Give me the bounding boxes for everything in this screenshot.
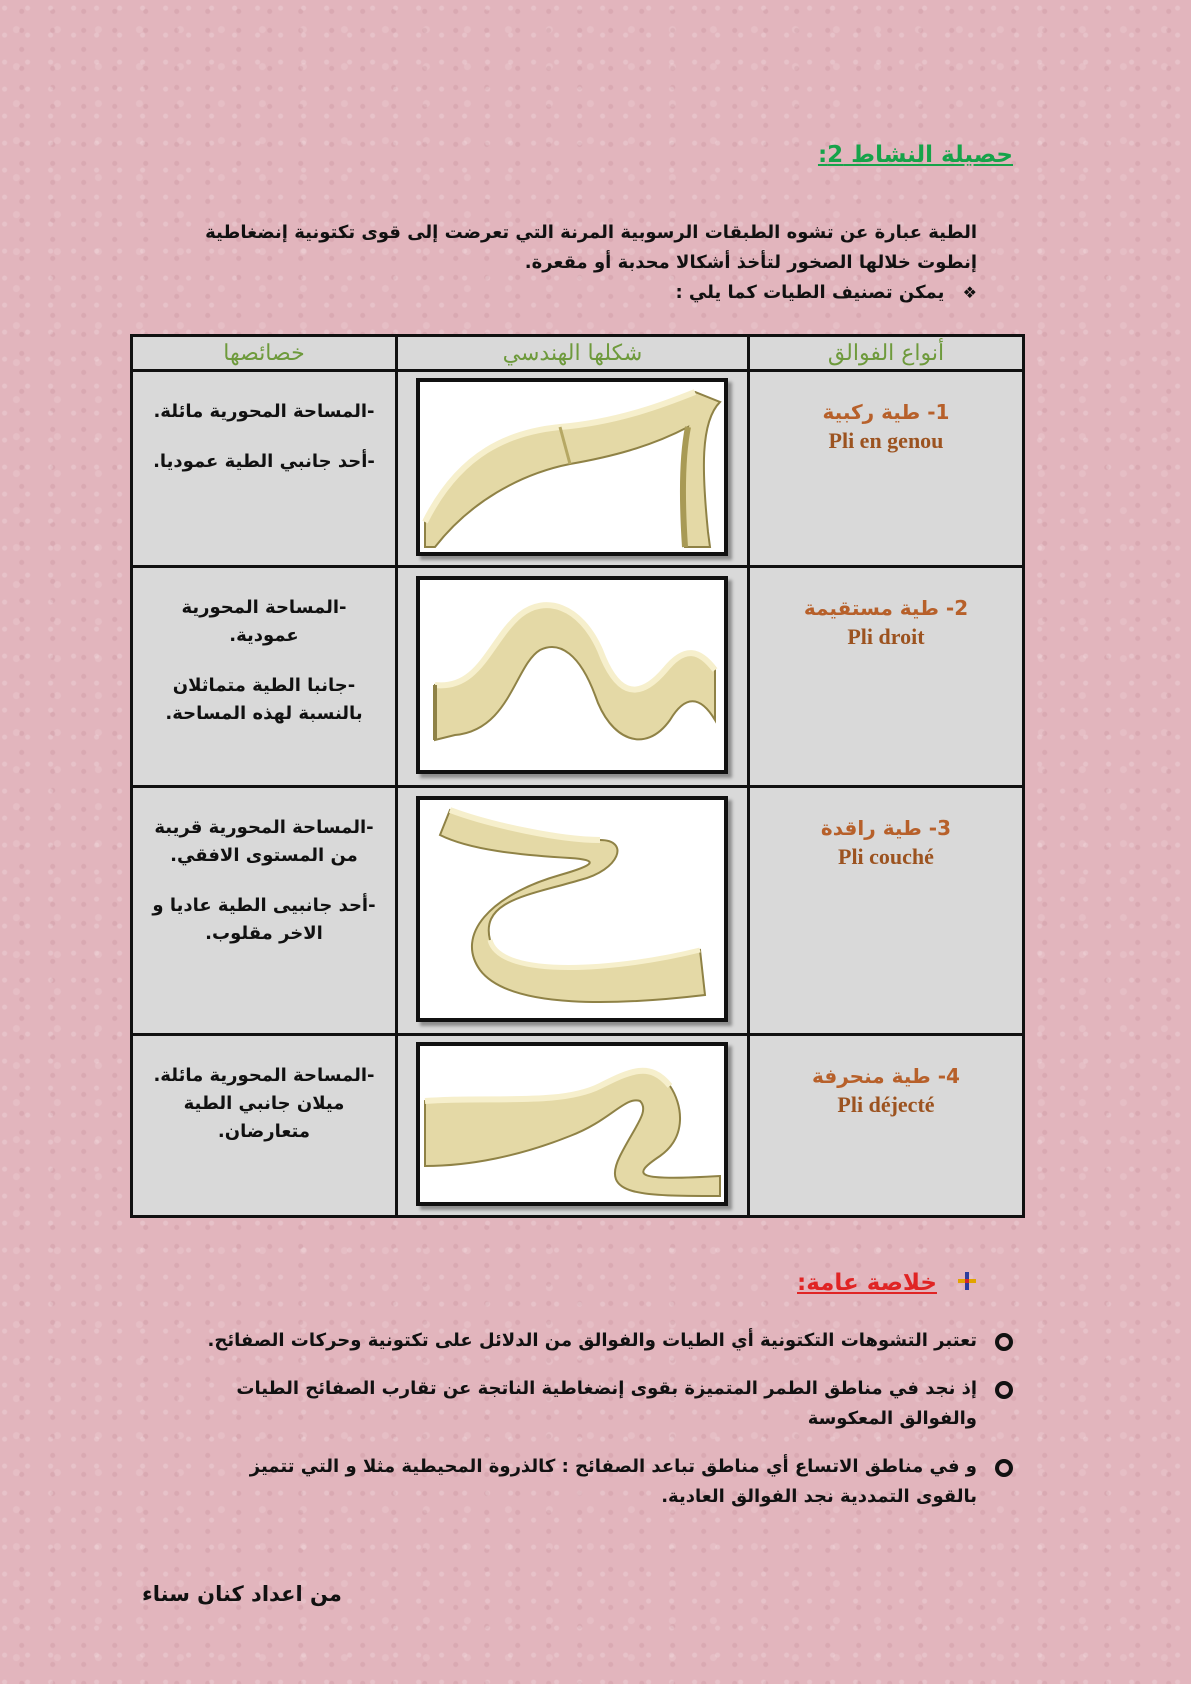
header-type: أنواع الفوالق — [748, 336, 1023, 371]
plus-bullet-icon — [957, 1271, 977, 1297]
list-item-text: و في مناطق الاتساع أي مناطق تباعد الصفائح : كالذروة المحيطية مثلا و التي تتميز بالقوى التمددية نجد الفوالق العادية. — [249, 1456, 977, 1507]
fold-illustration-knee — [416, 378, 728, 556]
property-text: -المساحة المحورية مائلة. — [153, 401, 375, 422]
props-cell — [132, 787, 397, 1035]
property-text: -المساحة المحورية عمودية. — [181, 597, 347, 646]
diamond-bullet-icon: ❖ — [962, 283, 977, 302]
property-text: -أحد جانبي الطية عموديا. — [153, 451, 375, 472]
type-french: Pli droit — [847, 624, 925, 649]
table-row — [132, 787, 1024, 1035]
property-text: -المساحة المحورية مائلة. — [153, 1065, 375, 1086]
author-credit: من اعداد كنان سناء — [142, 1582, 342, 1606]
type-arabic: 3- طية راقدة — [820, 816, 952, 840]
ring-bullet-icon — [995, 1381, 1013, 1399]
upright-fold-icon — [420, 580, 724, 770]
shape-cell — [396, 371, 748, 567]
ring-bullet-icon — [995, 1459, 1013, 1477]
type-french: Pli couché — [838, 844, 934, 869]
type-arabic: 4- طية منحرفة — [812, 1064, 960, 1088]
property-text: -أحد جانبيى الطية عاديا و الاخر مقلوب. — [152, 895, 376, 944]
fold-illustration-inclined — [416, 1042, 728, 1206]
intro-paragraph: الطية عبارة عن تشوه الطبقات الرسوبية المرنة التي تعرضت إلى قوى تكتونية إنضغاطية إنطوت خلالها الصخور لتأخذ أشكالا محدبة أو مقعرة. — [205, 222, 977, 273]
fold-illustration-recumbent — [416, 796, 728, 1022]
list-item — [183, 1452, 1013, 1512]
table-header-row — [132, 336, 1024, 371]
list-item — [183, 1326, 1013, 1356]
property-text: -المساحة المحورية قريبة من المستوى الافقي. — [154, 817, 374, 866]
shape-cell — [396, 1035, 748, 1217]
table-row — [132, 371, 1024, 567]
list-item-text: إذ نجد في مناطق الطمر المتميزة بقوى إنضغاطية الناتجة عن تقارب الصفائح الطيات والفوالق المعكوسة — [236, 1378, 977, 1429]
list-item — [183, 1374, 1013, 1434]
classify-line — [675, 282, 977, 303]
props-cell — [132, 567, 397, 787]
type-cell — [748, 787, 1023, 1035]
folds-table — [130, 334, 1025, 1218]
table-row — [132, 567, 1024, 787]
type-cell — [748, 371, 1023, 567]
classify-text: يمكن تصنيف الطيات كما يلي : — [675, 282, 945, 303]
props-cell — [132, 371, 397, 567]
recumbent-fold-icon — [420, 800, 724, 1018]
header-props: خصائصها — [132, 336, 397, 371]
page-title: حصيلة النشاط 2: — [817, 142, 1013, 168]
type-cell — [748, 567, 1023, 787]
table-row — [132, 1035, 1024, 1217]
type-arabic: 2- طية مستقيمة — [803, 596, 969, 620]
knee-fold-icon — [420, 382, 724, 552]
summary-heading — [797, 1270, 977, 1297]
type-french: Pli déjecté — [837, 1092, 935, 1117]
type-french: Pli en genou — [828, 428, 944, 453]
shape-cell — [396, 787, 748, 1035]
props-cell — [132, 1035, 397, 1217]
ring-bullet-icon — [995, 1333, 1013, 1351]
inclined-fold-icon — [420, 1046, 724, 1202]
fold-illustration-upright — [416, 576, 728, 774]
property-text: ميلان جانبي الطية متعارضان. — [183, 1093, 345, 1142]
property-text: -جانبا الطية متماثلان بالنسبة لهذه المساحة. — [165, 675, 363, 724]
header-shape: شكلها الهندسي — [396, 336, 748, 371]
type-cell — [748, 1035, 1023, 1217]
summary-heading-text: خلاصة عامة: — [797, 1270, 937, 1296]
type-arabic: 1- طية ركبية — [822, 400, 950, 424]
shape-cell — [396, 567, 748, 787]
list-item-text: تعتبر التشوهات التكتونية أي الطيات والفوالق من الدلائل على تكتونية وحركات الصفائح. — [207, 1330, 977, 1351]
summary-list — [183, 1326, 1013, 1530]
